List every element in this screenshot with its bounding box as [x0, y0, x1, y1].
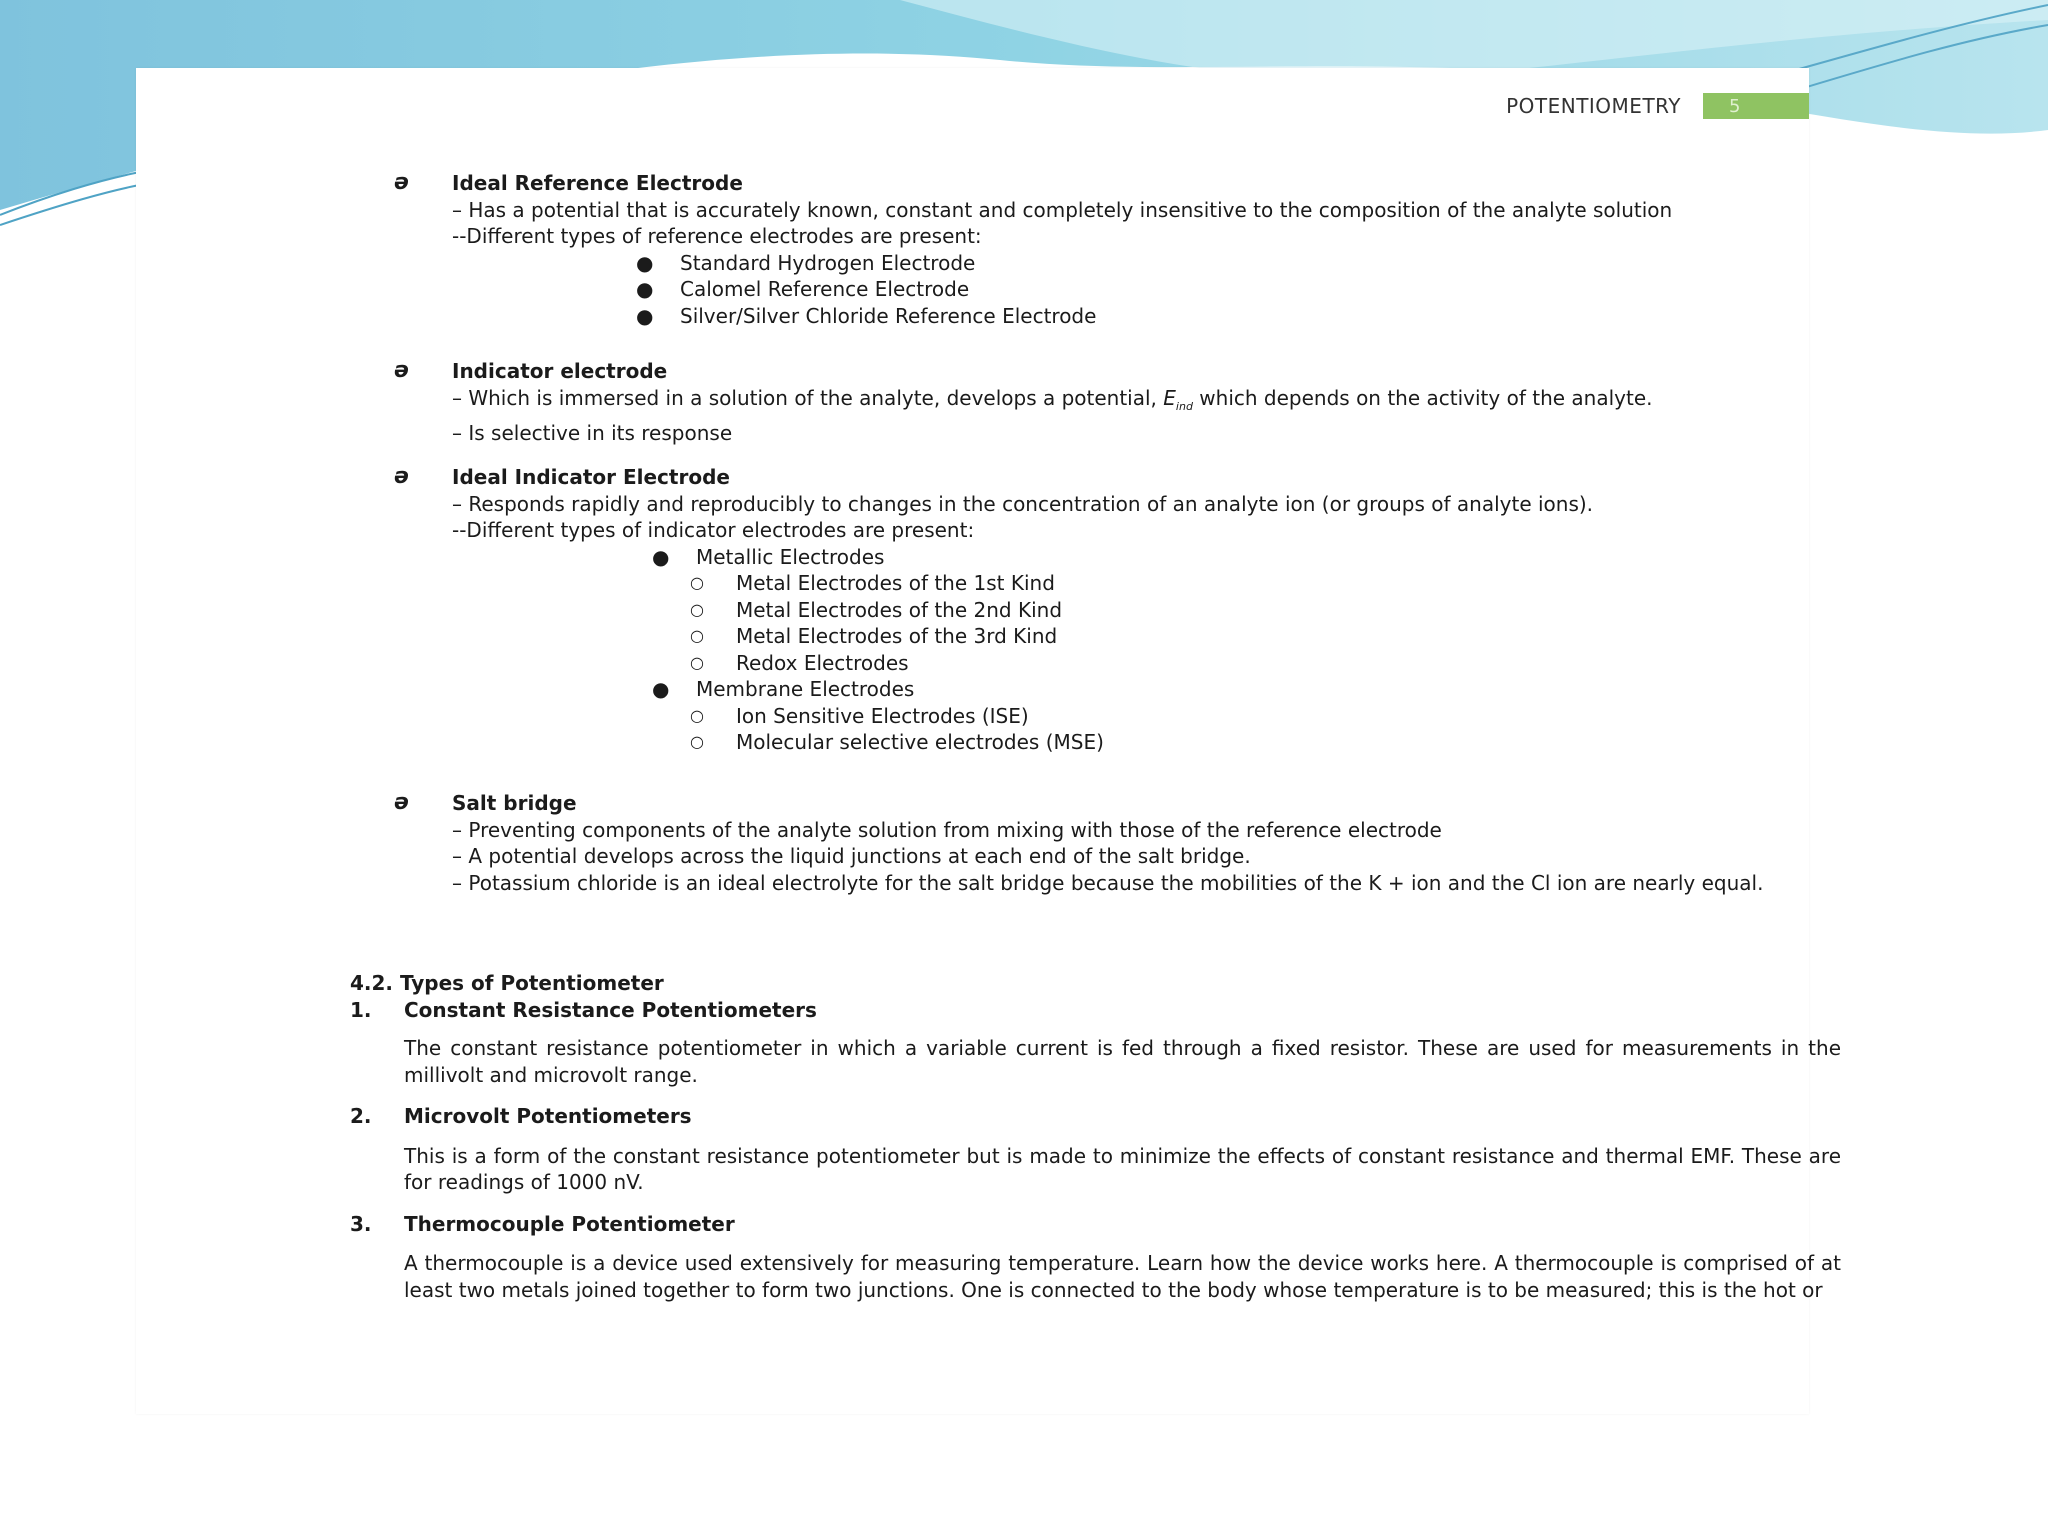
section-line: – Responds rapidly and reproducibly to changes in the concentration of an analyte ion (or groups of analyte ions). — [452, 491, 1594, 516]
list-item: ● Calomel Reference Electrode — [636, 277, 970, 301]
section-salt-bridge — [394, 790, 1841, 896]
paragraph: A thermocouple is a device used extensively for measuring temperature. Learn how the device works here. A thermocouple is comprised of at least two metals joined together to form two junctions. One is connected to the body whose temperature is to be measured; this is the hot or — [404, 1251, 1841, 1302]
list-item: ○ Metal Electrodes of the 1st Kind — [690, 571, 1055, 595]
section-ideal-reference — [394, 170, 1841, 329]
list-item: ● Metallic Electrodes — [652, 544, 885, 569]
section-indicator — [394, 358, 1841, 447]
bullet-dot-icon: ● — [652, 677, 670, 701]
numbered-heading: 2. Microvolt Potentiometers — [350, 1104, 692, 1128]
list-item: ○ Ion Sensitive Electrodes (ISE) — [690, 703, 1029, 728]
bullet-dot-icon: ● — [652, 544, 670, 569]
section-bullet-icon: ə — [394, 790, 409, 815]
list-item: ● Silver/Silver Chloride Reference Electrode — [636, 303, 1097, 328]
section-line: – Potassium chloride is an ideal electrolyte for the salt bridge because the mobilities of the K + ion and the Cl ion are nearly equal. — [452, 870, 1764, 895]
paragraph: This is a form of the constant resistance potentiometer but is made to minimize the effects of constant resistance and thermal EMF. These are for readings of 1000 nV. — [404, 1143, 1841, 1194]
section-line: --Different types of reference electrodes are present: — [452, 224, 982, 248]
bullet-dot-icon: ● — [636, 303, 654, 328]
page-header — [1506, 90, 1809, 122]
numbered-heading: 3. Thermocouple Potentiometer — [350, 1211, 735, 1236]
paragraph: The constant resistance potentiometer in which a variable current is fed through a fixed resistor. These are used for measurements in the millivolt and microvolt range. — [404, 1036, 1841, 1087]
bullet-circle-icon: ○ — [690, 705, 704, 725]
section-heading: Indicator electrode — [452, 359, 668, 383]
list-item: ● Membrane Electrodes — [652, 677, 915, 701]
section-heading: 4.2. Types of Potentiometer — [350, 971, 664, 995]
bullet-circle-icon: ○ — [690, 626, 704, 645]
list-item: ○ Metal Electrodes of the 3rd Kind — [690, 624, 1058, 648]
section-bullet-icon: ə — [394, 358, 409, 383]
bullet-circle-icon: ○ — [690, 599, 704, 619]
section-heading: Salt bridge — [452, 791, 577, 815]
list-item: ○ Redox Electrodes — [690, 650, 909, 675]
section-line: – Is selective in its response — [452, 421, 733, 445]
list-item: ○ Metal Electrodes of the 2nd Kind — [690, 597, 1063, 622]
bullet-circle-icon: ○ — [690, 652, 704, 672]
bullet-dot-icon: ● — [636, 277, 654, 301]
section-line: – Preventing components of the analyte solution from mixing with those of the reference electrode — [452, 817, 1442, 842]
section-line: – Which is immersed in a solution of the analyte, develops a potential, $E_{ind}$ which depends on the activity of the analyte. — [452, 385, 1653, 413]
section-ideal-indicator — [394, 464, 1841, 756]
section-types-of-potentiometer — [350, 970, 1841, 1303]
document-page — [136, 68, 1841, 1414]
page-number-badge: 5 — [1703, 93, 1809, 119]
section-heading: Ideal Indicator Electrode — [452, 465, 730, 489]
list-item: ● Standard Hydrogen Electrode — [636, 250, 976, 275]
reference-electrode-list — [636, 250, 1841, 330]
section-line: – Has a potential that is accurately known, constant and completely insensitive to the composition of the analyte solution — [452, 197, 1673, 222]
section-line: – A potential develops across the liquid junctions at each end of the salt bridge. — [452, 844, 1251, 868]
section-line: --Different types of indicator electrodes are present: — [452, 518, 975, 542]
section-heading: Ideal Reference Electrode — [452, 171, 743, 195]
section-bullet-icon: ə — [394, 464, 409, 489]
list-item: ○ Molecular selective electrodes (MSE) — [690, 730, 1104, 754]
section-bullet-icon: ə — [394, 170, 409, 195]
numbered-heading: 1. Constant Resistance Potentiometers — [350, 997, 817, 1022]
header-title: POTENTIOMETRY — [1506, 94, 1681, 118]
bullet-circle-icon: ○ — [690, 732, 704, 751]
bullet-dot-icon: ● — [636, 250, 654, 275]
bullet-circle-icon: ○ — [690, 573, 704, 592]
